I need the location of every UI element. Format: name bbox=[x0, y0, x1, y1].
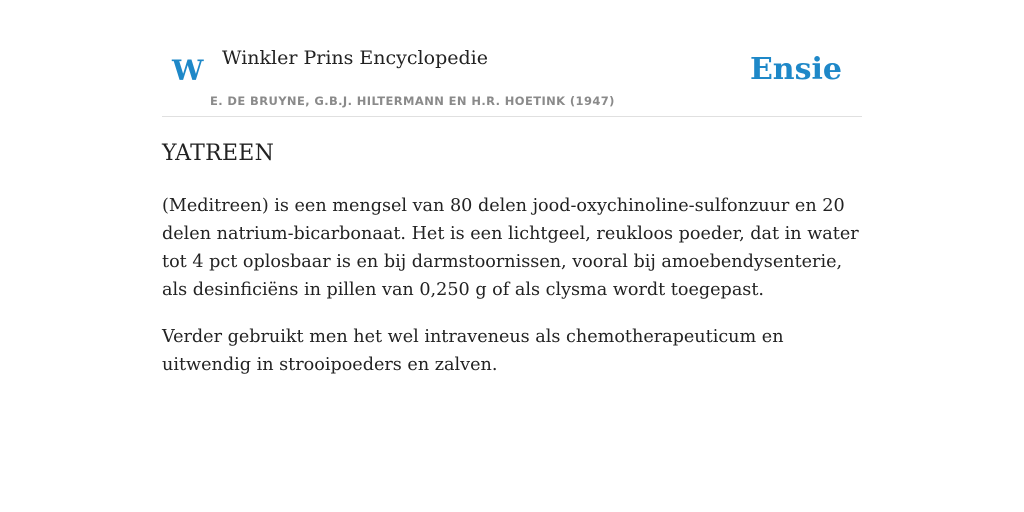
entry-content bbox=[162, 138, 864, 379]
entry-paragraph: (Meditreen) is een mengsel van 80 delen jood-oxychinoline-sulfonzuur en 20 delen natrium-bicarbonaat. Het is een lichtgeel, reukloos poeder, dat in water tot 4 pct oplosbaar is en bij darmstoornissen, vooral bij amoebendysenterie, als desinficiëns in pillen van 0,250 g of als clysma wordt toegepast. bbox=[162, 196, 859, 300]
entry-title: YATREEN bbox=[162, 141, 275, 166]
encyclopedia-header bbox=[162, 40, 862, 117]
encyclopedia-logo[interactable]: W bbox=[172, 54, 204, 87]
encyclopedia-title[interactable]: Winkler Prins Encyclopedie bbox=[222, 47, 488, 69]
ensie-logo[interactable]: Ensie bbox=[749, 52, 842, 87]
entry-paragraph: Verder gebruikt men het wel intraveneus als chemotherapeuticum en uitwendig in strooipoeders en zalven. bbox=[162, 327, 784, 375]
authors-line: E. DE BRUYNE, G.B.J. HILTERMANN EN H.R. HOETINK (1947) bbox=[210, 94, 615, 108]
